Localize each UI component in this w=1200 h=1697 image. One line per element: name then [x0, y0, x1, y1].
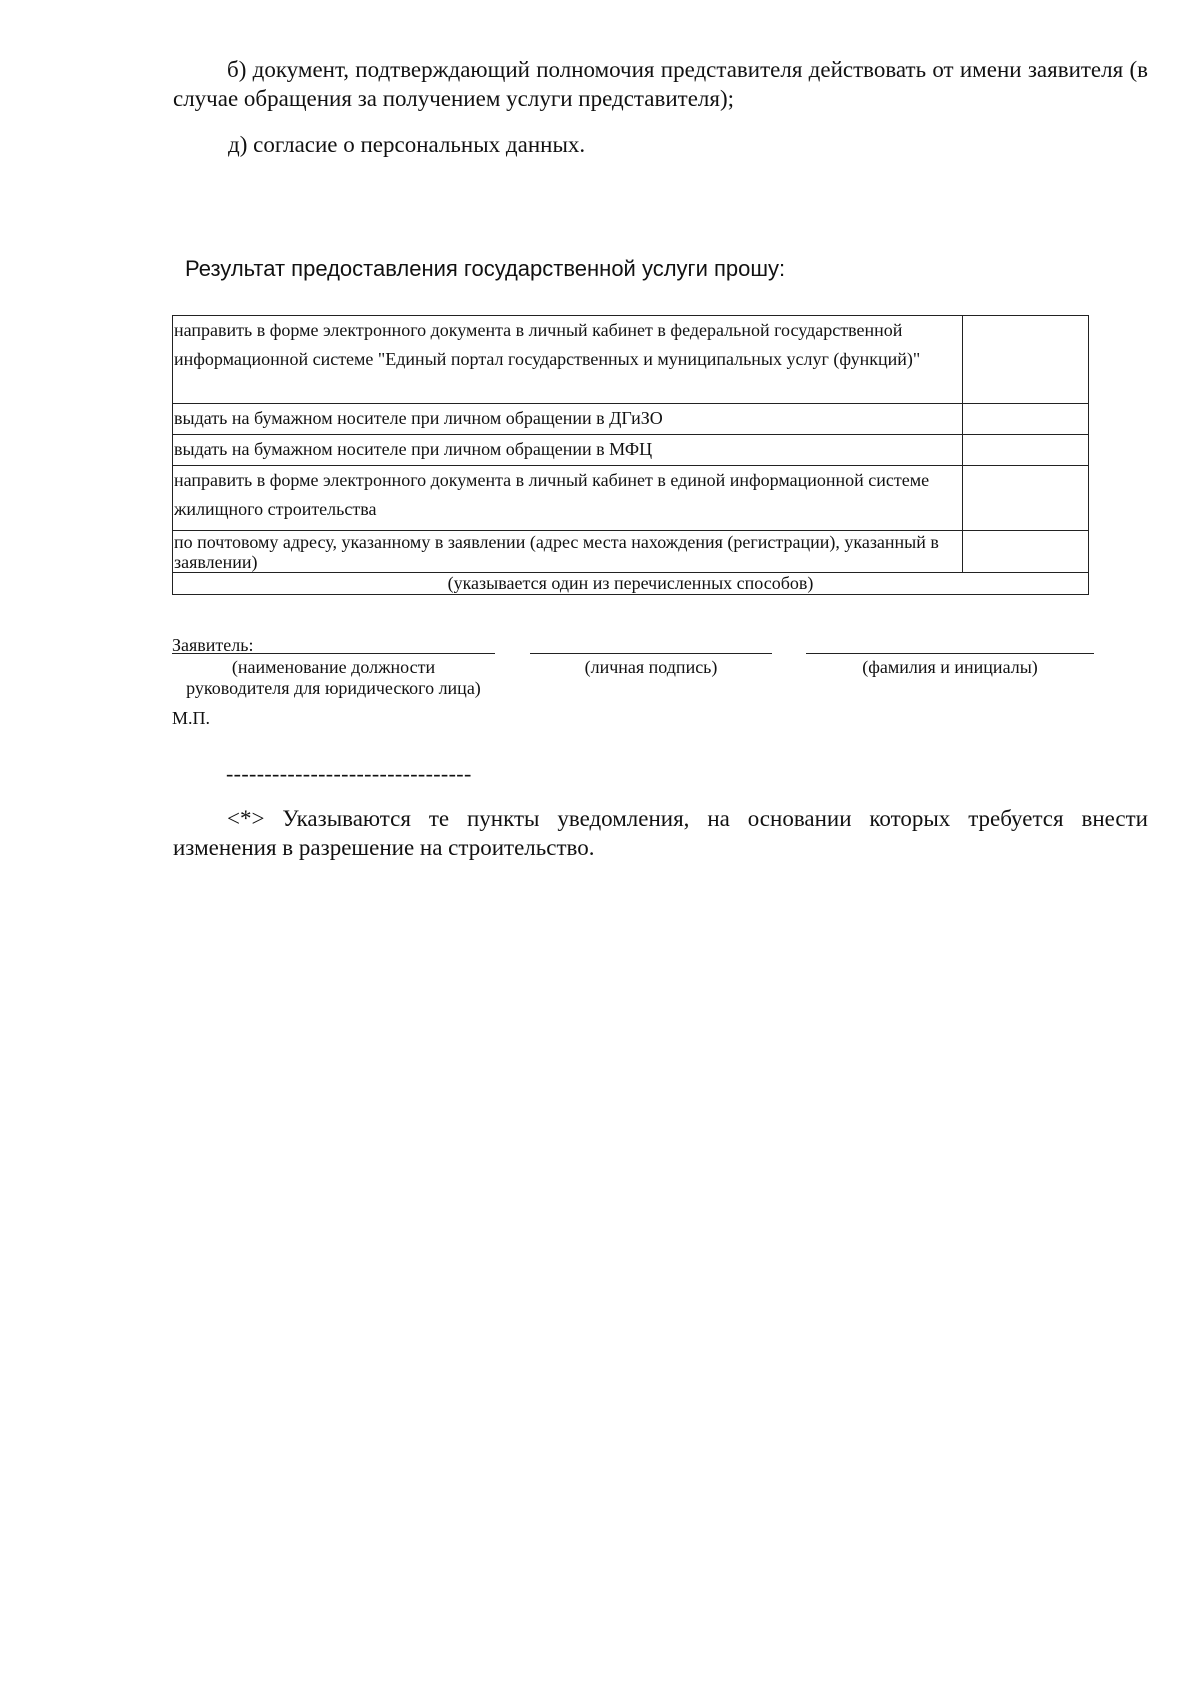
- table-row: [173, 404, 1089, 435]
- paragraph-item-b: б) документ, подтверждающий полномочия представителя действовать от имени заявителя (в случае обращения за получением услуги представителя);: [173, 57, 1148, 111]
- full-name-caption: (фамилия и инициалы): [862, 657, 1038, 677]
- position-caption-line2: руководителя для юридического лица): [186, 678, 481, 698]
- signature-caption: (личная подпись): [584, 657, 718, 677]
- option-checkbox-cell[interactable]: [963, 435, 1089, 466]
- full-name-signature-line[interactable]: [806, 653, 1094, 654]
- footnote-text: <*> Указываются те пункты уведомления, на основании которых требуется внести изменения в разрешение на строительство.: [173, 806, 1148, 860]
- personal-signature-line[interactable]: [530, 653, 772, 654]
- option-label: по почтовому адресу, указанному в заявлении (адрес места нахождения (регистрации), указанный в заявлении): [173, 531, 963, 573]
- position-signature-line[interactable]: [172, 653, 495, 654]
- footnote-separator: --------------------------------: [226, 761, 472, 786]
- option-checkbox-cell[interactable]: [963, 466, 1089, 531]
- table-row: [173, 573, 1089, 595]
- option-label: выдать на бумажном носителе при личном обращении в ДГиЗО: [173, 404, 963, 435]
- option-checkbox-cell[interactable]: [963, 404, 1089, 435]
- delivery-options-table: [172, 315, 1089, 595]
- option-checkbox-cell[interactable]: [963, 316, 1089, 404]
- option-label: направить в форме электронного документа в личный кабинет в федеральной государственной информационной системе "Единый портал государственных и муниципальных услуг (функций)": [173, 316, 963, 404]
- table-row: [173, 316, 1089, 404]
- table-row: [173, 466, 1089, 531]
- position-caption-line1: (наименование должности: [231, 657, 436, 677]
- table-row: [173, 435, 1089, 466]
- option-checkbox-cell[interactable]: [963, 531, 1089, 573]
- table-row: [173, 531, 1089, 573]
- result-heading: Результат предоставления государственной услуги прошу:: [185, 256, 786, 281]
- option-label: направить в форме электронного документа в личный кабинет в единой информационной системе жилищного строительства: [173, 466, 963, 531]
- stamp-label: М.П.: [172, 708, 211, 728]
- option-label: выдать на бумажном носителе при личном обращении в МФЦ: [173, 435, 963, 466]
- options-footnote: (указывается один из перечисленных способов): [173, 573, 1089, 595]
- applicant-label: Заявитель:: [172, 635, 254, 655]
- paragraph-item-d: д) согласие о персональных данных.: [228, 132, 586, 157]
